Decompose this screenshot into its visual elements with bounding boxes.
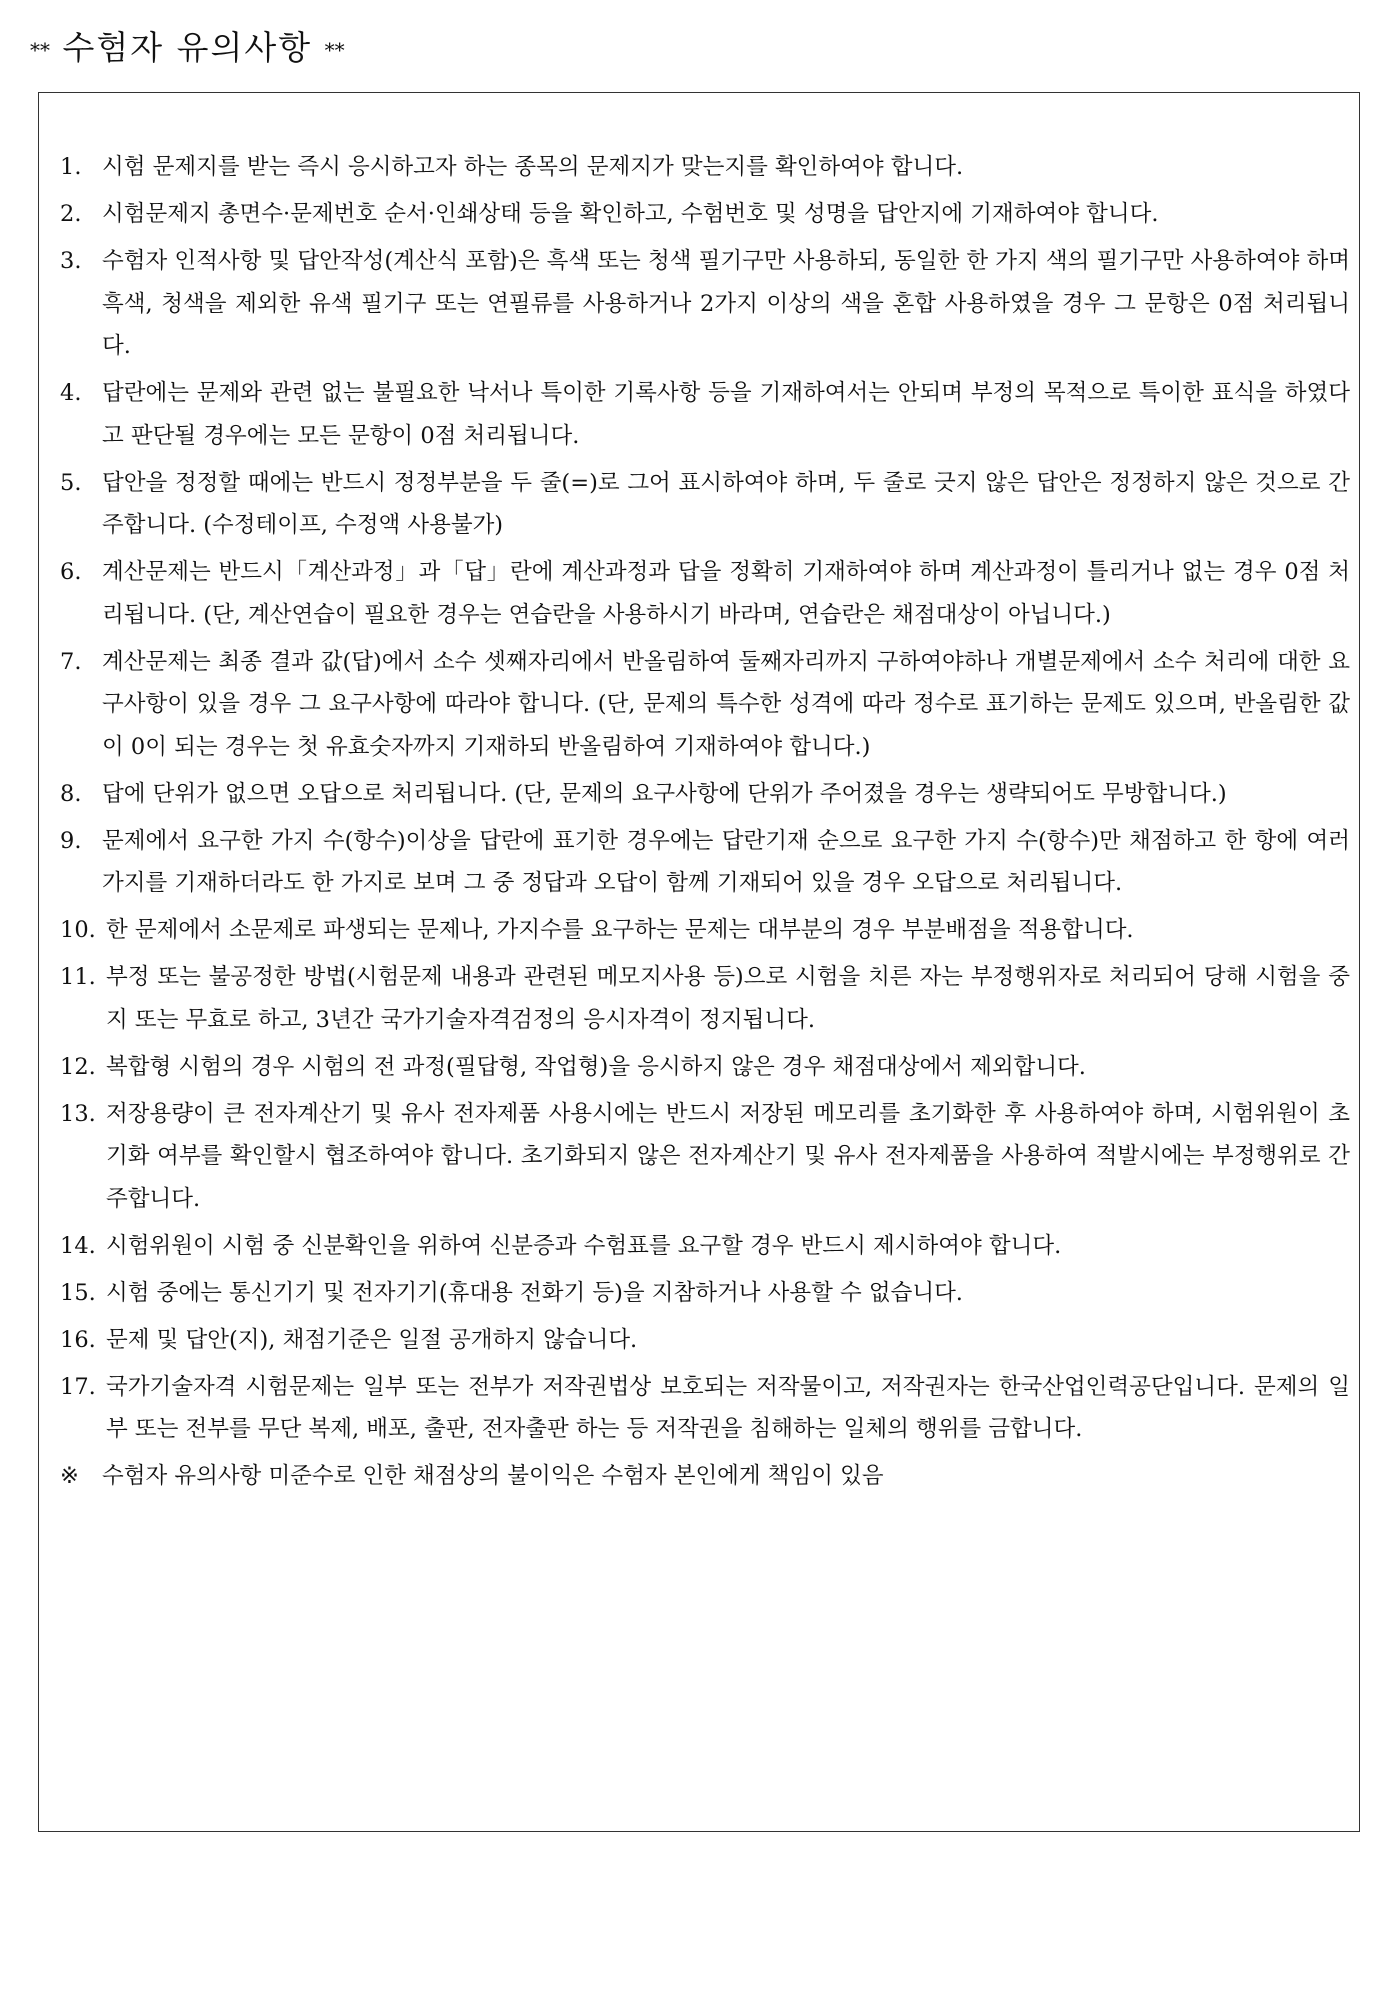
page-title xyxy=(30,22,345,72)
notice-item-2 xyxy=(60,193,1350,236)
notice-item-17 xyxy=(60,1366,1350,1451)
notice-item-13 xyxy=(60,1093,1350,1221)
title-text: 수험자 유의사항 xyxy=(62,28,313,67)
item-text: 문제 및 답안(지), 채점기준은 일절 공개하지 않습니다. xyxy=(106,1326,638,1353)
item-number: 13. xyxy=(60,1100,96,1127)
item-text: 답에 단위가 없으면 오답으로 처리됩니다. (단, 문제의 요구사항에 단위가 주어졌을 경우는 생략되어도 무방합니다.) xyxy=(102,780,1227,807)
item-number: 12. xyxy=(60,1053,96,1080)
item-number: 7. xyxy=(60,648,82,675)
item-text: 저장용량이 큰 전자계산기 및 유사 전자제품 사용시에는 반드시 저장된 메모리를 초기화한 후 사용하여야 하며, 시험위원이 초기화 여부를 확인할시 협조하여야 합니다. 초기화되지 않은 전자계산기 및 유사 전자제품을 사용하여 적발시에는 부정행위로 간주합니다. xyxy=(106,1100,1350,1212)
notice-item-11 xyxy=(60,956,1350,1041)
item-number: 9. xyxy=(60,827,82,854)
item-text: 문제에서 요구한 가지 수(항수)이상을 답란에 표기한 경우에는 답란기재 순으로 요구한 가지 수(항수)만 채점하고 한 항에 여러 가지를 기재하더라도 한 가지로 보며 그 중 정답과 오답이 함께 기재되어 있을 경우 오답으로 처리됩니다. xyxy=(102,827,1350,896)
item-number: 15. xyxy=(60,1279,96,1306)
item-text: 시험위원이 시험 중 신분확인을 위하여 신분증과 수험표를 요구할 경우 반드시 제시하여야 합니다. xyxy=(106,1232,1062,1259)
notice-item-9 xyxy=(60,820,1350,905)
item-number: 6. xyxy=(60,559,82,585)
notice-item-10 xyxy=(60,909,1350,952)
item-number: 14. xyxy=(60,1232,96,1259)
item-text: 국가기술자격 시험문제는 일부 또는 전부가 저작권법상 보호되는 저작물이고, 저작권자는 한국산업인력공단입니다. 문제의 일부 또는 전부를 무단 복제, 배포, 출판, 전자출판 하는 등 저작권을 침해하는 일체의 행위를 금합니다. xyxy=(106,1373,1350,1442)
notice-item-14 xyxy=(60,1225,1350,1268)
notice-item-4 xyxy=(60,372,1350,457)
item-number: 17. xyxy=(60,1373,96,1400)
item-number: 16. xyxy=(60,1326,96,1353)
item-number: 10. xyxy=(60,917,96,943)
title-stars-left: ** xyxy=(30,38,50,62)
item-number: 1. xyxy=(60,154,82,180)
notice-item-7 xyxy=(60,641,1350,769)
item-number: 3. xyxy=(60,248,82,274)
item-text: 한 문제에서 소문제로 파생되는 문제나, 가지수를 요구하는 문제는 대부분의 경우 부분배점을 적용합니다. xyxy=(106,917,1134,943)
footnote-text: 수험자 유의사항 미준수로 인한 채점상의 불이익은 수험자 본인에게 책임이 있음 xyxy=(102,1463,884,1489)
item-text: 복합형 시험의 경우 시험의 전 과정(필답형, 작업형)을 응시하지 않은 경우 채점대상에서 제외합니다. xyxy=(106,1053,1086,1080)
title-stars-right: ** xyxy=(324,38,345,62)
item-text: 시험 문제지를 받는 즉시 응시하고자 하는 종목의 문제지가 맞는지를 확인하여야 합니다. xyxy=(102,154,964,180)
item-number: 4. xyxy=(60,380,82,406)
notice-item-15 xyxy=(60,1272,1350,1315)
item-text: 시험 중에는 통신기기 및 전자기기(휴대용 전화기 등)을 지참하거나 사용할 수 없습니다. xyxy=(106,1279,963,1306)
item-text: 답안을 정정할 때에는 반드시 정정부분을 두 줄(=)로 그어 표시하여야 하며, 두 줄로 긋지 않은 답안은 정정하지 않은 것으로 간주합니다. (수정테이프, 수정액 사용불가) xyxy=(102,469,1350,538)
item-number: 8. xyxy=(60,780,82,807)
notice-item-1 xyxy=(60,146,1350,189)
notice-item-8 xyxy=(60,773,1350,816)
item-number: 2. xyxy=(60,201,82,227)
item-number: 5. xyxy=(60,469,82,496)
footnote xyxy=(60,1455,1350,1498)
reference-mark-icon: ※ xyxy=(60,1463,79,1489)
notice-list xyxy=(60,146,1350,1498)
notice-item-3 xyxy=(60,240,1350,368)
item-text: 계산문제는 최종 결과 값(답)에서 소수 셋째자리에서 반올림하여 둘째자리까지 구하여야하나 개별문제에서 소수 처리에 대한 요구사항이 있을 경우 그 요구사항에 따라야 합니다. (단, 문제의 특수한 성격에 따라 정수로 표기하는 문제도 있으며, 반올림한 값이 0이 되는 경우는 첫 유효숫자까지 기재하되 반올림하여 기재하여야 합니다.) xyxy=(102,648,1350,760)
notice-item-12 xyxy=(60,1046,1350,1089)
item-number: 11. xyxy=(60,964,96,990)
item-text: 계산문제는 반드시「계산과정」과「답」란에 계산과정과 답을 정확히 기재하여야 하며 계산과정이 틀리거나 없는 경우 0점 처리됩니다. (단, 계산연습이 필요한 경우는 연습란을 사용하시기 바라며, 연습란은 채점대상이 아닙니다.) xyxy=(102,559,1350,628)
item-text: 시험문제지 총면수·문제번호 순서·인쇄상태 등을 확인하고, 수험번호 및 성명을 답안지에 기재하여야 합니다. xyxy=(102,201,1159,227)
item-text: 답란에는 문제와 관련 없는 불필요한 낙서나 특이한 기록사항 등을 기재하여서는 안되며 부정의 목적으로 특이한 표식을 하였다고 판단될 경우에는 모든 문항이 0점 처리됩니다. xyxy=(102,380,1350,449)
item-text: 부정 또는 불공정한 방법(시험문제 내용과 관련된 메모지사용 등)으로 시험을 치른 자는 부정행위자로 처리되어 당해 시험을 중지 또는 무효로 하고, 3년간 국가기술자격검정의 응시자격이 정지됩니다. xyxy=(106,964,1350,1033)
item-text: 수험자 인적사항 및 답안작성(계산식 포함)은 흑색 또는 청색 필기구만 사용하되, 동일한 한 가지 색의 필기구만 사용하여야 하며 흑색, 청색을 제외한 유색 필기구 또는 연필류를 사용하거나 2가지 이상의 색을 혼합 사용하였을 경우 그 문항은 0점 처리됩니다. xyxy=(102,248,1350,359)
notice-item-5 xyxy=(60,462,1350,547)
notice-item-6 xyxy=(60,551,1350,636)
notice-item-16 xyxy=(60,1319,1350,1362)
